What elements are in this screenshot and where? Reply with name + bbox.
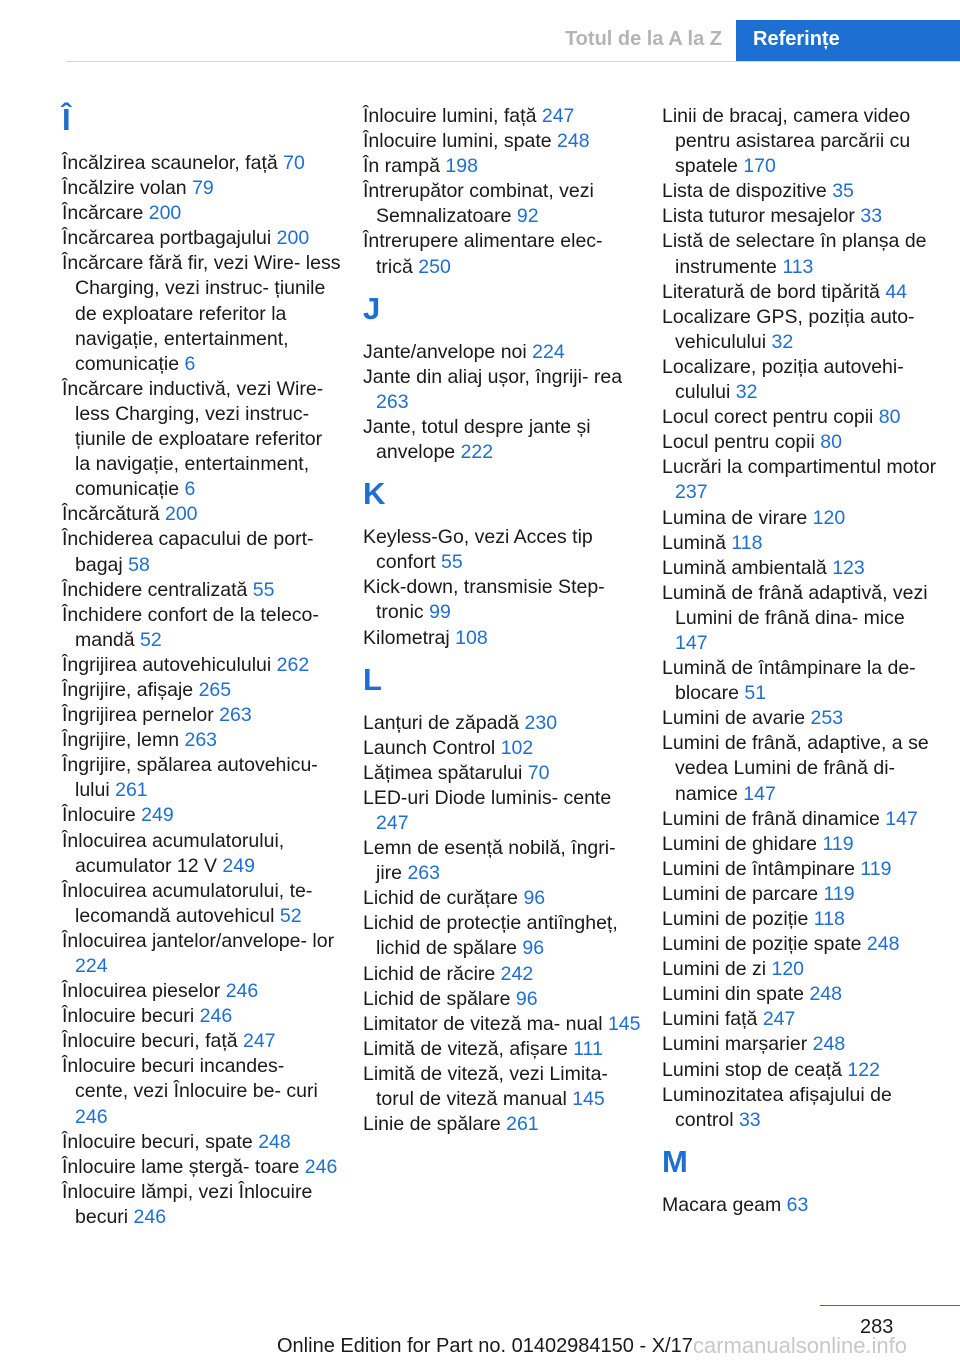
index-entry xyxy=(363,911,643,961)
index-entry-term: Înlocuirea pieselor xyxy=(62,980,221,1003)
index-entry-term: Lumină ambientală xyxy=(662,556,827,579)
index-entry xyxy=(662,355,942,405)
index-letter-heading: K xyxy=(363,476,386,512)
index-entry xyxy=(662,204,942,229)
index-page-link[interactable]: 263 xyxy=(407,862,440,885)
index-column-1 xyxy=(62,104,342,1230)
index-page-link[interactable]: 118 xyxy=(731,531,763,554)
index-entry xyxy=(62,653,342,678)
index-entry xyxy=(662,706,942,731)
index-entry xyxy=(363,836,643,886)
index-page-link[interactable]: 79 xyxy=(192,177,214,200)
index-entry xyxy=(662,932,942,957)
index-page-link[interactable]: 55 xyxy=(441,551,463,574)
index-entry xyxy=(662,832,942,857)
index-page-link[interactable]: 63 xyxy=(786,1193,809,1216)
index-page-link[interactable]: 118 xyxy=(813,908,845,930)
index-page-link[interactable]: 170 xyxy=(743,155,776,178)
index-page-link[interactable]: 248 xyxy=(866,933,900,956)
index-entry-term: Îngrijirea autovehiculului xyxy=(62,653,272,676)
index-entry-term: Lumină xyxy=(662,531,726,554)
index-page-link[interactable]: 222 xyxy=(460,441,494,464)
index-entry-term: Limită de viteză, afișare xyxy=(363,1037,568,1060)
index-page-link[interactable]: 147 xyxy=(675,631,708,654)
index-entry xyxy=(363,575,643,625)
index-page-link[interactable]: 80 xyxy=(820,431,842,454)
index-page-link[interactable]: 55 xyxy=(252,578,275,601)
index-page-link[interactable]: 247 xyxy=(762,1008,796,1031)
index-page-link[interactable]: 242 xyxy=(500,962,534,985)
index-entry-term: Lumini de frână, adaptive, a se vedea Lumini de frână di‐ namice xyxy=(662,732,929,805)
index-entry-term: Lățimea spătarului xyxy=(363,761,523,784)
index-page-link[interactable]: 52 xyxy=(140,628,162,651)
index-entry-term: Lumini din spate xyxy=(662,983,805,1006)
index-entry xyxy=(62,1130,342,1155)
index-entry-term: Lichid de spălare xyxy=(363,987,511,1010)
index-entry xyxy=(363,761,643,786)
index-page-link[interactable]: 247 xyxy=(541,105,575,127)
index-page-link[interactable]: 70 xyxy=(527,761,550,784)
index-entry xyxy=(363,736,643,761)
index-entry xyxy=(662,581,942,656)
index-entry-term: Înlocuire lumini, față xyxy=(363,105,537,127)
index-page-link[interactable]: 247 xyxy=(376,811,409,834)
index-page-link[interactable]: 32 xyxy=(735,381,758,404)
index-entry-term: Lumini marșarier xyxy=(662,1033,808,1056)
index-entry-term: Lucrări la compartimentul motor xyxy=(662,456,937,479)
page-header xyxy=(0,0,960,62)
index-page-link[interactable]: 246 xyxy=(225,980,259,1003)
index-entry xyxy=(662,1007,942,1032)
index-entry xyxy=(662,857,942,882)
index-page-link[interactable]: 200 xyxy=(276,227,310,250)
index-page-link[interactable]: 120 xyxy=(812,506,846,529)
index-entry xyxy=(662,1083,942,1133)
index-entry xyxy=(363,886,643,911)
index-entry xyxy=(363,365,643,415)
index-column-2 xyxy=(363,104,643,1137)
watermark: carmanualsonline.info xyxy=(693,1333,908,1358)
index-entry xyxy=(62,753,342,803)
index-page-link[interactable]: 33 xyxy=(738,1108,761,1131)
page-number: 283 xyxy=(860,1316,894,1338)
index-entry-term: Launch Control xyxy=(363,736,496,759)
index-page-link[interactable]: 237 xyxy=(675,481,708,504)
index-entry-term: Înlocuire lumini, spate xyxy=(363,130,552,153)
index-entry xyxy=(662,229,942,279)
index-entry-term: Literatură de bord tipărită xyxy=(662,280,880,303)
index-entry-term: Lumini de întâmpinare xyxy=(662,857,855,880)
index-entry xyxy=(363,129,643,154)
index-page-link[interactable]: 6 xyxy=(184,478,196,501)
index-entry-term: Îngrijirea pernelor xyxy=(62,704,214,727)
index-entry xyxy=(363,1012,643,1037)
index-entry-term: În rampă xyxy=(363,155,440,178)
index-entry-term: Înlocuirea acumulatorului, acumulator 12 V xyxy=(62,829,285,877)
index-entry-term: Îngrijire, spălarea autovehicu‐ lului xyxy=(62,754,318,802)
index-entry xyxy=(662,1032,942,1057)
index-entry-term: Înlocuire lămpi, vezi Înlocuire becuri xyxy=(62,1180,313,1228)
index-entry xyxy=(62,1054,342,1129)
index-page-link[interactable]: 230 xyxy=(524,711,558,734)
index-entry-term: Încălzirea scaunelor, față xyxy=(62,152,278,174)
index-entry-term: Lista de dispozitive xyxy=(662,180,827,203)
index-page-link[interactable]: 261 xyxy=(506,1113,539,1136)
index-page-link[interactable]: 108 xyxy=(455,626,488,649)
index-entry xyxy=(662,305,942,355)
index-entry-term: Lumină de frână adaptivă, vezi Lumini de frână dina‐ mice xyxy=(662,581,928,629)
index-entry xyxy=(662,455,942,505)
index-entry-term: Încărcare fără fir, vezi Wire‐ less Charging, vezi instruc‐ țiunile de exploatare referitor la navigație, entertainment, comunicație xyxy=(62,252,341,375)
index-entry-term: Kick-down, transmisie Step‐ tronic xyxy=(363,576,605,624)
index-entry-term: Lumini față xyxy=(662,1008,758,1031)
index-page-link[interactable]: 265 xyxy=(198,678,232,701)
index-entry xyxy=(363,962,643,987)
index-entry xyxy=(62,151,342,176)
index-entry xyxy=(363,786,643,836)
index-entry xyxy=(363,415,643,465)
index-page-link[interactable]: 119 xyxy=(822,832,854,855)
index-entry-term: Încărcătură xyxy=(62,503,160,526)
index-entry-term: Încălzire volan xyxy=(62,177,187,200)
index-entry-term: Lumini de poziție spate xyxy=(662,933,862,956)
index-entry xyxy=(62,377,342,502)
section-title: Totul de la A la Z xyxy=(564,28,722,50)
index-page-link[interactable]: 111 xyxy=(573,1037,603,1060)
index-page-link[interactable]: 58 xyxy=(128,553,150,576)
index-page-link[interactable]: 247 xyxy=(243,1030,276,1053)
index-page-link[interactable]: 113 xyxy=(782,255,814,278)
index-page-link[interactable]: 250 xyxy=(418,255,451,278)
index-entry-term: Limitator de viteză ma‐ nual xyxy=(363,1012,603,1035)
index-page-link[interactable]: 102 xyxy=(500,736,534,759)
index-page-link[interactable]: 147 xyxy=(885,807,918,830)
index-page-link[interactable]: 200 xyxy=(148,202,182,225)
index-entry-term: Locul corect pentru copii xyxy=(662,406,874,429)
index-entry-term: Linie de spălare xyxy=(363,1113,501,1136)
index-entry xyxy=(363,626,643,651)
index-entry xyxy=(662,982,942,1007)
index-page-link[interactable]: 200 xyxy=(164,503,198,526)
index-entry-term: Jante din aliaj ușor, îngriji‐ rea xyxy=(363,365,623,388)
index-entry-term: Întrerupere alimentare elec‐ trică xyxy=(363,230,603,278)
index-entry-term: Lumini de parcare xyxy=(662,882,819,905)
index-entry-term: Înlocuire becuri xyxy=(62,1005,195,1028)
index-entry xyxy=(62,176,342,201)
index-page-link[interactable]: 92 xyxy=(516,205,539,228)
index-entry xyxy=(62,678,342,703)
index-entry xyxy=(662,656,942,706)
index-entry xyxy=(62,1155,342,1180)
index-page-link[interactable]: 32 xyxy=(771,330,794,353)
index-entry-term: Îngrijire, lemn xyxy=(62,729,180,752)
index-entry xyxy=(662,882,942,907)
index-entry-term: Îngrijire, afișaje xyxy=(62,678,194,701)
index-page-link[interactable]: 33 xyxy=(860,205,883,228)
index-entry xyxy=(363,525,643,575)
index-entry xyxy=(62,1004,342,1029)
index-entry xyxy=(363,1112,643,1137)
index-page-link[interactable]: 80 xyxy=(878,406,901,429)
index-page-link[interactable]: 147 xyxy=(743,782,776,805)
index-entry-term: Încărcare inductivă, vezi Wire‐ less Charging, vezi instruc‐ țiunile de exploatare referitor la navigație, entertainment, comunicație xyxy=(62,377,324,501)
index-entry-term: Locul pentru copii xyxy=(662,431,815,454)
index-entry xyxy=(662,506,942,531)
index-entry xyxy=(363,104,643,129)
index-entry-term: Linii de bracaj, camera video pentru asistarea parcării cu spatele xyxy=(662,105,911,178)
index-page-link[interactable]: 224 xyxy=(532,340,565,363)
header-divider xyxy=(66,61,960,62)
index-entry xyxy=(662,405,942,430)
index-entry-term: Închiderea capacului de port‐ bagaj xyxy=(62,528,314,576)
index-entry-term: Limită de viteză, vezi Limita‐ torul de viteză manual xyxy=(363,1062,608,1110)
index-page-link[interactable]: 246 xyxy=(304,1155,338,1178)
index-entry-term: Lumina de virare xyxy=(662,506,808,529)
index-entry-term: LED-uri Diode luminis‐ cente xyxy=(363,786,612,809)
index-entry-term: Închidere centralizată xyxy=(62,578,248,601)
index-entry-term: Lumini stop de ceață xyxy=(662,1058,842,1081)
index-entry-term: Lanțuri de zăpadă xyxy=(363,711,520,734)
index-entry xyxy=(363,229,643,279)
index-entry xyxy=(62,603,342,653)
index-entry xyxy=(662,556,942,581)
index-entry-term: Lumină de întâmpinare la de‐ blocare xyxy=(662,657,916,705)
index-page-link[interactable]: 263 xyxy=(219,704,252,727)
index-page-link[interactable]: 246 xyxy=(133,1205,167,1228)
index-entry xyxy=(62,703,342,728)
index-page-link[interactable]: 246 xyxy=(199,1005,233,1028)
index-entry xyxy=(62,1180,342,1230)
index-entry-term: Înlocuire becuri, spate xyxy=(62,1130,253,1153)
index-entry xyxy=(662,430,942,455)
index-entry-term: Încărcare xyxy=(62,202,144,225)
index-entry xyxy=(662,1193,942,1218)
index-entry xyxy=(662,104,942,179)
index-entry xyxy=(662,531,942,556)
index-entry-term: Înlocuire becuri, față xyxy=(62,1030,238,1053)
index-page-link[interactable]: 263 xyxy=(376,390,409,413)
index-entry-term: Întrerupător combinat, vezi Semnalizatoare xyxy=(363,180,594,228)
index-entry xyxy=(62,1029,342,1054)
index-entry xyxy=(62,979,342,1004)
index-entry-term: Lemn de esență nobilă, îngri‐ jire xyxy=(363,837,616,885)
index-page-link[interactable]: 224 xyxy=(75,955,108,977)
index-page-link[interactable]: 248 xyxy=(812,1033,846,1056)
index-entry-term: Încărcarea portbagajului xyxy=(62,227,272,250)
index-page-link[interactable]: 145 xyxy=(607,1012,641,1035)
index-entry-term: Înlocuire lame ștergă‐ toare xyxy=(62,1155,300,1178)
index-entry-term: Jante, totul despre jante și anvelope xyxy=(363,415,591,464)
index-entry-term: Lichid de protecție antiîngheț, lichid de spălare xyxy=(363,912,618,960)
index-page-link[interactable]: 51 xyxy=(744,682,767,705)
index-entry xyxy=(62,879,342,929)
index-entry-term: Înlocuirea acumulatorului, te‐ lecomandă autovehicul xyxy=(62,879,313,927)
index-page-link[interactable]: 249 xyxy=(222,854,255,877)
index-page-link[interactable]: 248 xyxy=(557,130,590,153)
index-page-link[interactable]: 119 xyxy=(823,882,855,905)
index-entry xyxy=(62,728,342,753)
edition-note: Online Edition for Part no. 01402984150 - X/17 xyxy=(277,1335,693,1357)
index-entry-term: Macara geam xyxy=(662,1193,782,1216)
index-entry xyxy=(363,1062,643,1112)
index-page-link[interactable]: 119 xyxy=(860,857,892,880)
index-entry-term: Lichid de răcire xyxy=(363,962,496,985)
index-entry xyxy=(662,280,942,305)
index-entry-term: Listă de selectare în planșa de instrumente xyxy=(662,230,927,278)
index-entry xyxy=(62,201,342,226)
index-entry xyxy=(62,803,342,828)
index-entry xyxy=(363,1037,643,1062)
index-entry-term: Lichid de curățare xyxy=(363,887,519,910)
index-page-link[interactable]: 99 xyxy=(429,601,451,624)
index-page-link[interactable]: 52 xyxy=(279,904,302,927)
index-entry xyxy=(62,226,342,251)
index-entry xyxy=(363,987,643,1012)
index-page-link[interactable]: 261 xyxy=(115,779,148,802)
index-page-link[interactable]: 96 xyxy=(523,887,546,910)
index-page-link[interactable]: 6 xyxy=(184,352,196,375)
index-entry-term: Închidere confort de la teleco‐ mandă xyxy=(62,603,319,651)
index-letter-heading: M xyxy=(662,1143,688,1179)
footer-divider xyxy=(820,1305,960,1306)
index-page-link[interactable]: 123 xyxy=(832,556,865,579)
index-entry-term: Luminozitatea afișajului de control xyxy=(662,1083,892,1131)
index-page-link[interactable]: 263 xyxy=(184,729,218,752)
index-entry xyxy=(662,1058,942,1083)
index-page-link[interactable]: 248 xyxy=(809,983,842,1006)
index-entry-term: Keyless-Go, vezi Acces tip confort xyxy=(363,526,593,574)
index-entry xyxy=(662,907,942,932)
index-entry xyxy=(662,731,942,806)
index-entry-term: Înlocuirea jantelor/anvelope‐ lor xyxy=(62,929,335,952)
index-column-3 xyxy=(662,104,942,1218)
index-entry-term: Lumini de ghidare xyxy=(662,832,818,855)
index-page-link[interactable]: 96 xyxy=(515,987,538,1010)
index-entry-term: Kilometraj xyxy=(363,626,450,649)
index-entry-term: Lumini de frână dinamice xyxy=(662,807,880,830)
index-entry xyxy=(363,179,643,229)
index-page-link[interactable]: 44 xyxy=(885,280,908,303)
index-entry-term: Lumini de avarie xyxy=(662,707,806,730)
index-entry xyxy=(62,251,342,376)
index-letter-heading: J xyxy=(363,290,381,326)
index-entry xyxy=(662,957,942,982)
index-page-link[interactable]: 249 xyxy=(141,804,174,827)
index-page-link[interactable]: 120 xyxy=(771,958,805,981)
index-entry xyxy=(62,527,342,577)
index-letter-heading: Î xyxy=(62,102,71,137)
index-page-link[interactable]: 246 xyxy=(75,1105,108,1128)
index-entry xyxy=(62,829,342,879)
index-entry xyxy=(363,711,643,736)
index-letter-heading: L xyxy=(363,661,382,697)
index-page-link[interactable]: 70 xyxy=(283,152,305,174)
index-page-link[interactable]: 96 xyxy=(522,937,545,960)
index-page-link[interactable]: 253 xyxy=(810,707,844,730)
index-entry-term: Înlocuire xyxy=(62,804,136,827)
index-entry xyxy=(662,807,942,832)
index-entry xyxy=(62,578,342,603)
index-entry-term: Lumini de zi xyxy=(662,958,767,981)
index-entry-term: Lista tuturor mesajelor xyxy=(662,205,855,228)
index-entry xyxy=(363,154,643,179)
index-page-link[interactable]: 122 xyxy=(847,1058,880,1081)
index-entry-term: Lumini de poziție xyxy=(662,908,809,930)
index-entry-term: Localizare GPS, poziția auto‐ vehiculului xyxy=(662,305,915,353)
index-entry-term: Înlocuire becuri incandes‐ cente, vezi Înlocuire be‐ curi xyxy=(62,1055,318,1103)
references-tab[interactable]: Referințe xyxy=(736,20,960,61)
index-page-link[interactable]: 198 xyxy=(445,155,478,178)
index-entry xyxy=(363,340,643,365)
index-entry-term: Jante/anvelope noi xyxy=(363,340,527,363)
index-entry xyxy=(662,179,942,204)
index-entry xyxy=(62,929,342,979)
index-page-link[interactable]: 145 xyxy=(572,1088,605,1110)
index-page-link[interactable]: 248 xyxy=(258,1130,291,1153)
index-entry-term: Localizare, poziția autovehi‐ culului xyxy=(662,355,904,404)
index-page-link[interactable]: 35 xyxy=(832,180,854,203)
index-entry xyxy=(62,502,342,527)
index-page-link[interactable]: 262 xyxy=(276,653,310,676)
